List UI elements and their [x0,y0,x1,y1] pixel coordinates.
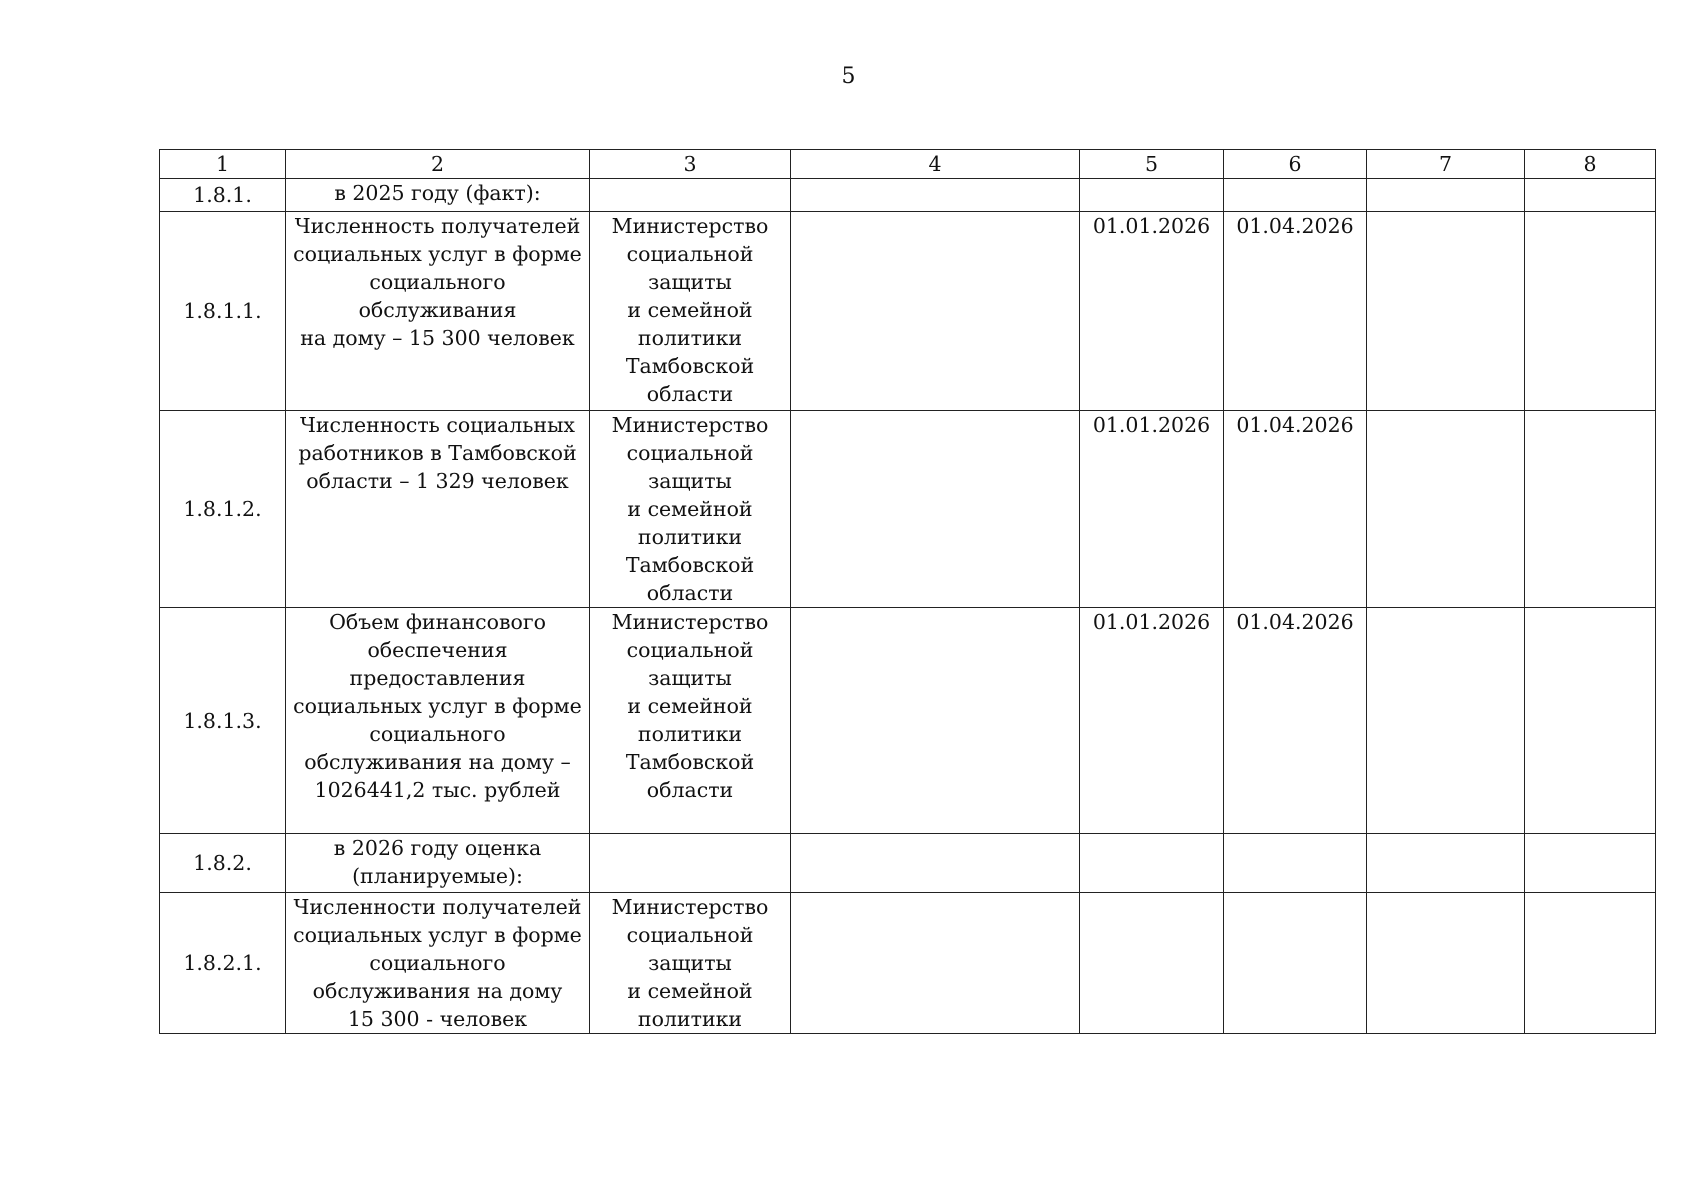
item-end-date: 01.04.2026 [1224,411,1367,608]
item-col4 [791,834,1080,893]
item-text: Объем финансового обеспечения предоставления социальных услуг в форме социального обслуживания на дому – 1026441,2 тыс. рублей [286,608,590,834]
item-end-date [1224,893,1367,1034]
table-row [160,834,1656,893]
item-col7 [1367,411,1525,608]
table-row [160,608,1656,834]
item-end-date: 01.04.2026 [1224,608,1367,834]
item-col8 [1525,608,1656,834]
table-row [160,212,1656,411]
item-col4 [791,411,1080,608]
item-end-date: 01.04.2026 [1224,212,1367,411]
item-start-date: 01.01.2026 [1080,411,1224,608]
item-number: 1.8.1.2. [160,411,286,608]
item-text: в 2025 году (факт): [286,179,590,212]
item-col7 [1367,179,1525,212]
header-cell-4: 4 [791,150,1080,179]
item-col4 [791,179,1080,212]
item-col7 [1367,608,1525,834]
item-end-date [1224,179,1367,212]
item-number: 1.8.2.1. [160,893,286,1034]
item-col7 [1367,212,1525,411]
header-cell-2: 2 [286,150,590,179]
item-number: 1.8.1.3. [160,608,286,834]
header-cell-3: 3 [590,150,791,179]
item-start-date [1080,834,1224,893]
item-col8 [1525,411,1656,608]
measures-table [159,149,1656,1034]
item-responsible: Министерство социальной защиты и семейной политики Тамбовской области [590,411,791,608]
header-cell-8: 8 [1525,150,1656,179]
item-text: Численность социальных работников в Тамбовской области – 1 329 человек [286,411,590,608]
table-row [160,179,1656,212]
header-cell-1: 1 [160,150,286,179]
item-start-date: 01.01.2026 [1080,608,1224,834]
item-responsible: Министерство социальной защиты и семейной политики Тамбовской области [590,212,791,411]
item-col4 [791,893,1080,1034]
item-col8 [1525,179,1656,212]
item-number: 1.8.1. [160,179,286,212]
item-text: Численности получателей социальных услуг в форме социального обслуживания на дому 15 300 - человек [286,893,590,1034]
header-cell-6: 6 [1224,150,1367,179]
item-col8 [1525,834,1656,893]
item-col7 [1367,893,1525,1034]
item-responsible: Министерство социальной защиты и семейной политики Тамбовской области [590,608,791,834]
page-number: 5 [841,64,856,89]
item-col8 [1525,893,1656,1034]
item-responsible [590,834,791,893]
item-number: 1.8.1.1. [160,212,286,411]
item-col7 [1367,834,1525,893]
table-row [160,893,1656,1034]
header-cell-7: 7 [1367,150,1525,179]
header-row [160,150,1656,179]
item-start-date [1080,893,1224,1034]
item-col4 [791,608,1080,834]
item-number: 1.8.2. [160,834,286,893]
item-start-date: 01.01.2026 [1080,212,1224,411]
item-col4 [791,212,1080,411]
item-text: в 2026 году оценка (планируемые): [286,834,590,893]
item-text: Численность получателей социальных услуг в форме социального обслуживания на дому – 15 300 человек [286,212,590,411]
item-responsible: Министерство социальной защиты и семейной политики [590,893,791,1034]
table-row [160,411,1656,608]
item-end-date [1224,834,1367,893]
item-col8 [1525,212,1656,411]
item-start-date [1080,179,1224,212]
header-cell-5: 5 [1080,150,1224,179]
item-responsible [590,179,791,212]
